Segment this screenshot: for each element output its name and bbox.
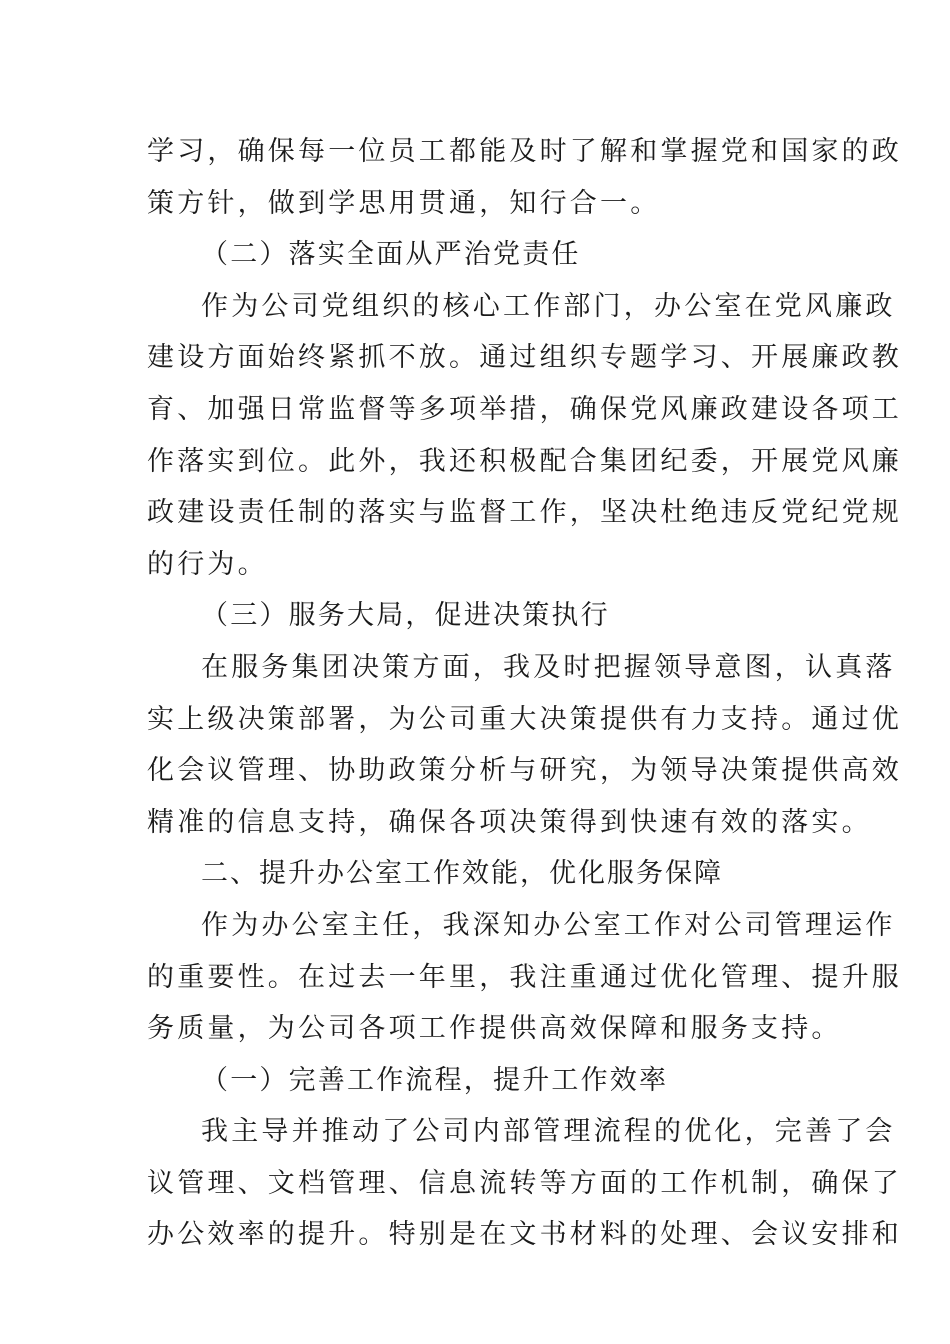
subheading: （一）完善工作流程，提升工作效率 bbox=[201, 1064, 669, 1096]
document-body bbox=[147, 126, 902, 1261]
paragraph-line: 务质量，为公司各项工作提供高效保障和服务支持。 bbox=[147, 1013, 842, 1045]
paragraph-line: 的重要性。在过去一年里，我注重通过优化管理、提升服 bbox=[147, 961, 902, 993]
paragraph-line: 作为公司党组织的核心工作部门，办公室在党风廉政 bbox=[201, 290, 896, 322]
paragraph-line: 作落实到位。此外，我还积极配合集团纪委，开展党风廉 bbox=[147, 445, 902, 477]
paragraph-line: 策方针，做到学思用贯通，知行合一。 bbox=[147, 187, 661, 219]
paragraph-line: 在服务集团决策方面，我及时把握领导意图，认真落 bbox=[201, 651, 896, 683]
paragraph-line: 作为办公室主任，我深知办公室工作对公司管理运作 bbox=[201, 909, 896, 941]
paragraph-line: 办公效率的提升。特别是在文书材料的处理、会议安排和 bbox=[147, 1219, 902, 1251]
paragraph-line: 化会议管理、协助政策分析与研究，为领导决策提供高效 bbox=[147, 755, 902, 787]
paragraph-line: 精准的信息支持，确保各项决策得到快速有效的落实。 bbox=[147, 806, 872, 838]
paragraph-line: 议管理、文档管理、信息流转等方面的工作机制，确保了 bbox=[147, 1167, 902, 1199]
paragraph-line: 政建设责任制的落实与监督工作，坚决杜绝违反党纪党规 bbox=[147, 497, 902, 529]
paragraph-line: 我主导并推动了公司内部管理流程的优化，完善了会 bbox=[201, 1116, 896, 1148]
paragraph-line: 的行为。 bbox=[147, 548, 268, 580]
subheading: （三）服务大局，促进决策执行 bbox=[201, 600, 610, 632]
paragraph-line: 育、加强日常监督等多项举措，确保党风廉政建设各项工 bbox=[147, 393, 902, 425]
subheading: （二）落实全面从严治党责任 bbox=[201, 239, 581, 271]
paragraph-line: 学习，确保每一位员工都能及时了解和掌握党和国家的政 bbox=[147, 136, 902, 167]
section-heading: 二、提升办公室工作效能，优化服务保障 bbox=[201, 858, 723, 890]
paragraph-line: 实上级决策部署，为公司重大决策提供有力支持。通过优 bbox=[147, 703, 902, 735]
paragraph-line: 建设方面始终紧抓不放。通过组织专题学习、开展廉政教 bbox=[147, 342, 902, 374]
